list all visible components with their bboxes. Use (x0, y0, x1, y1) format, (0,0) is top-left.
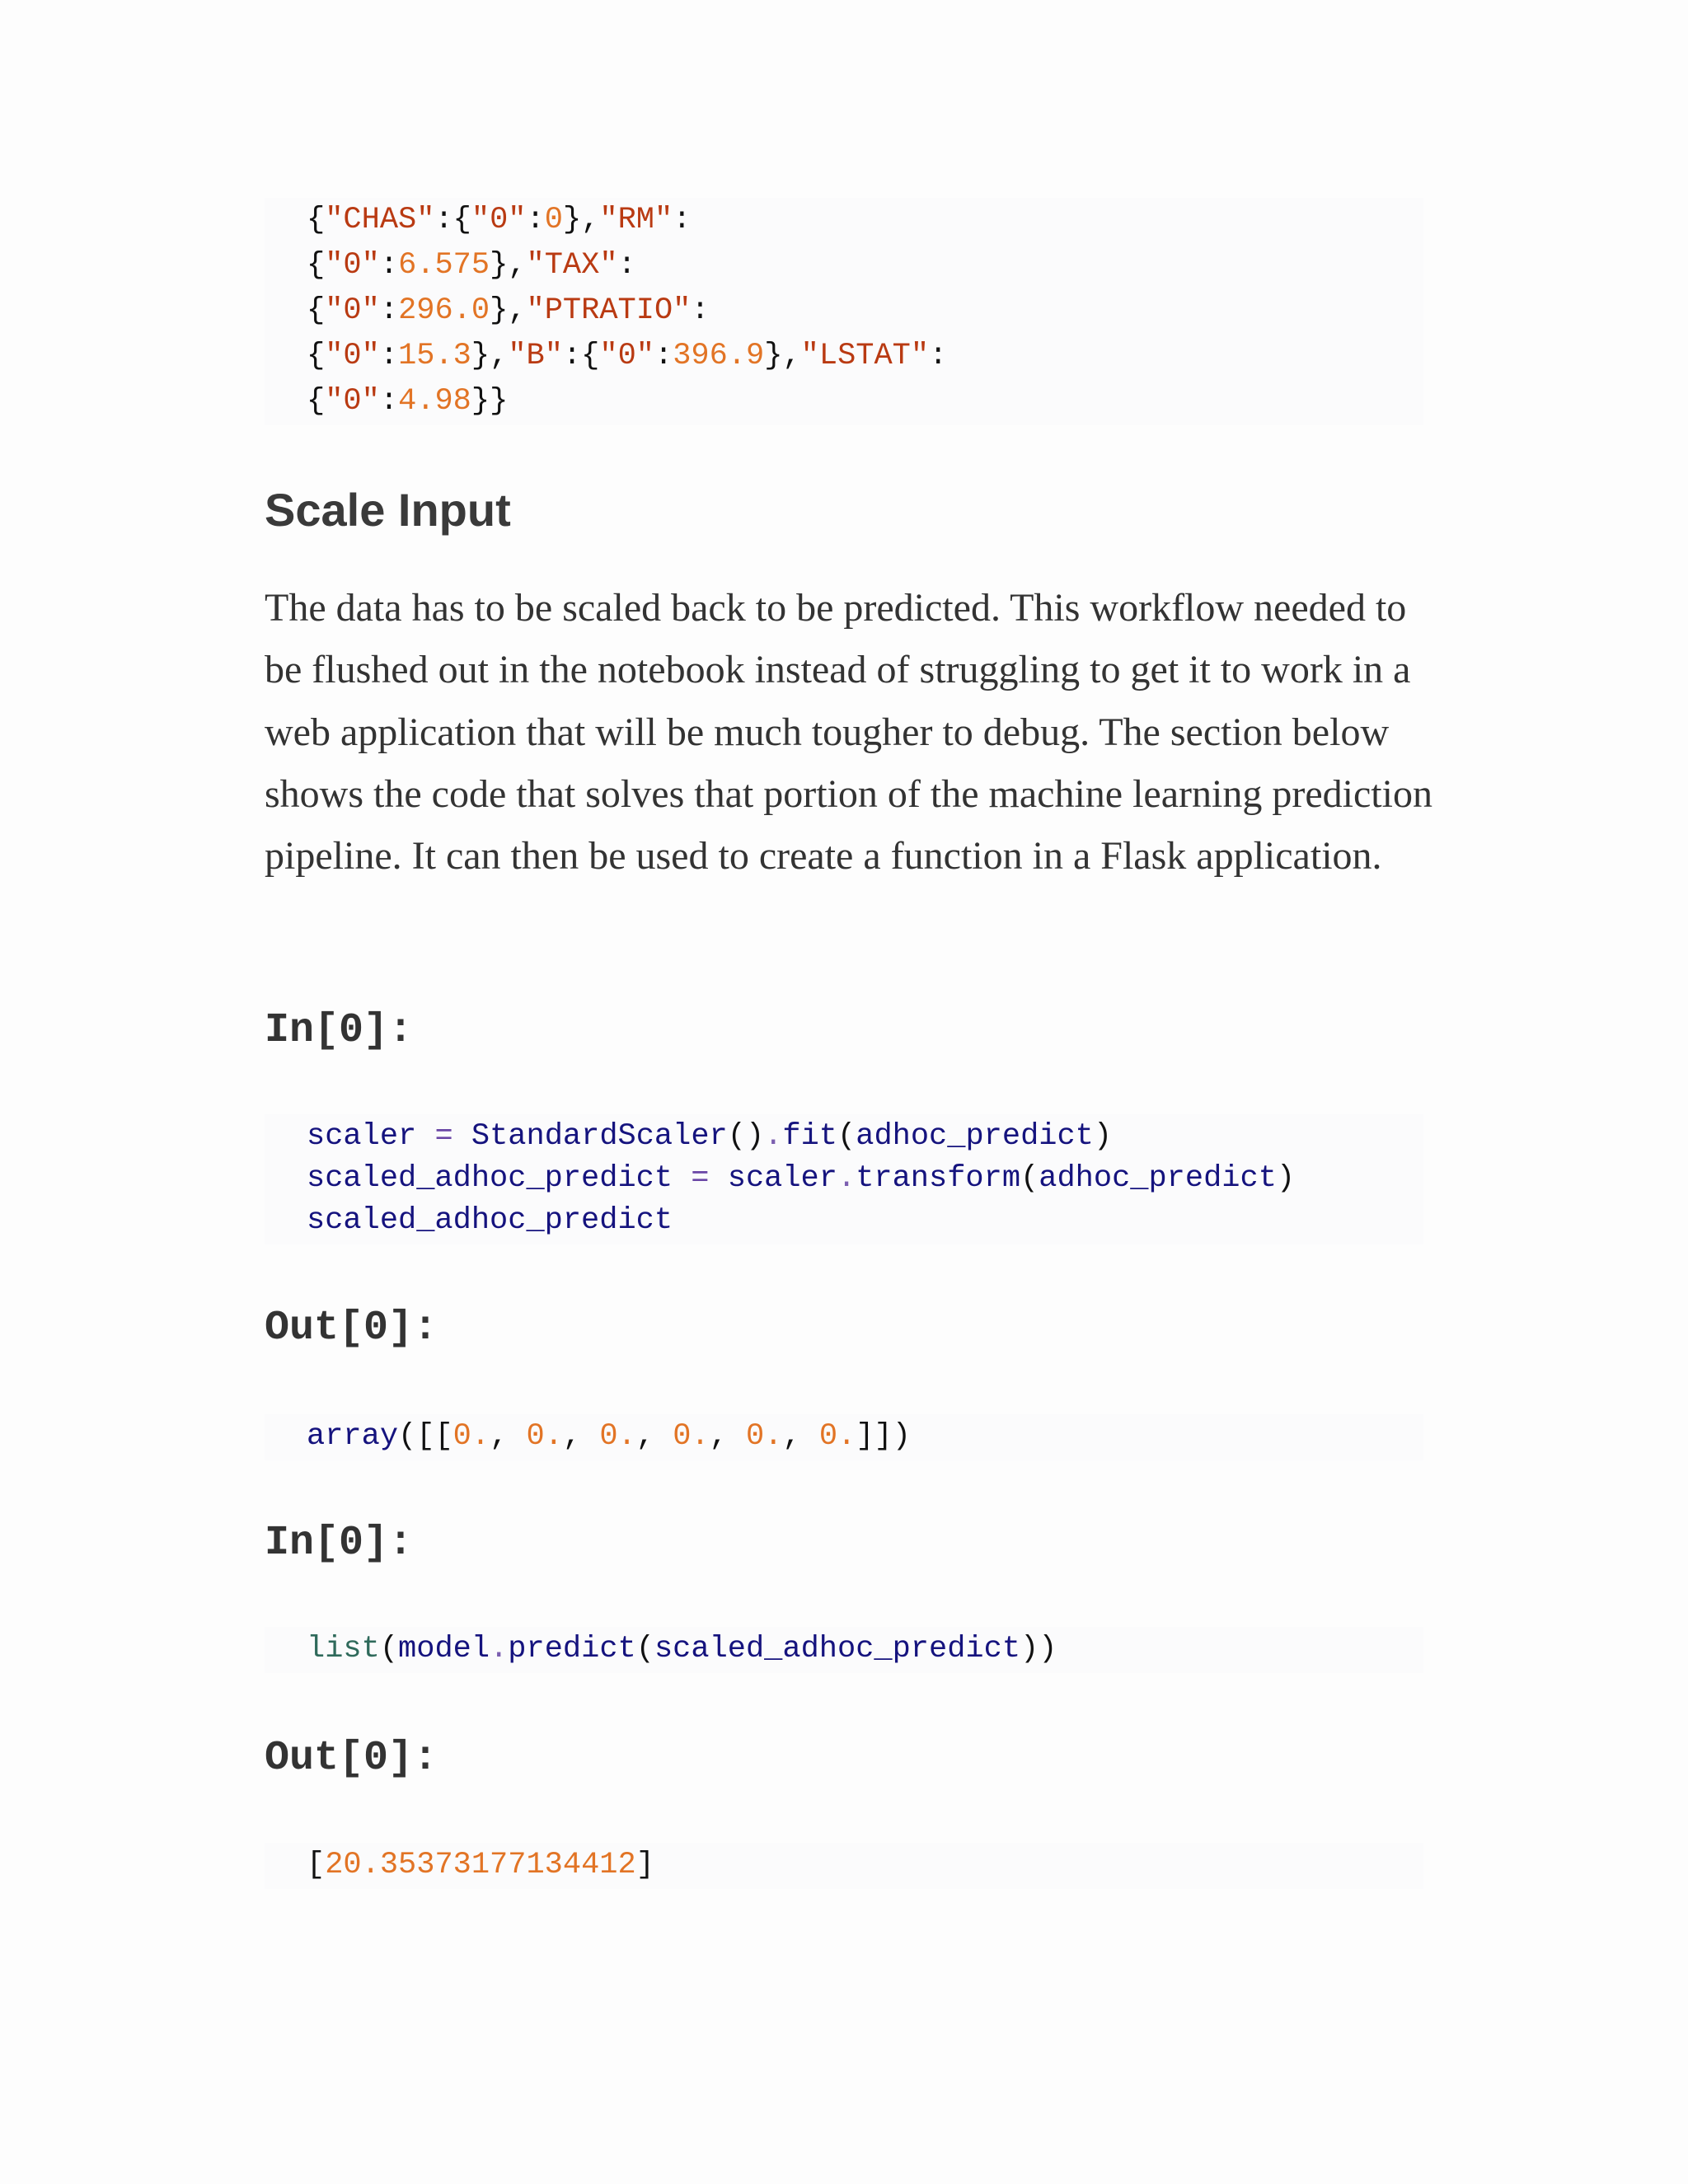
code-token: "0" (325, 293, 380, 328)
code-token: }, (471, 339, 509, 373)
code-token: "0" (325, 384, 380, 419)
code-token: "RM" (599, 203, 673, 237)
code-token: : (379, 384, 399, 419)
code-token (416, 1119, 434, 1154)
code-token: "TAX" (526, 248, 618, 283)
code-line (307, 1116, 1423, 1158)
code-token: }, (764, 339, 801, 373)
code-token: ([[ (398, 1419, 453, 1454)
code-token: scaler (307, 1119, 417, 1154)
code-token: predict (508, 1632, 636, 1666)
output-prompt-2: Out[0]: (265, 1735, 438, 1782)
code-token: array (307, 1419, 399, 1454)
input-prompt-2: In[0]: (265, 1520, 414, 1567)
code-token: scaled_adhoc_predict (654, 1632, 1021, 1666)
code-token: 6.575 (398, 248, 490, 283)
input-cell-1[interactable] (265, 1114, 1423, 1244)
code-token: scaled_adhoc_predict (307, 1203, 673, 1238)
code-token: 0. (673, 1419, 710, 1454)
code-token: "0" (599, 339, 654, 373)
code-token: ) (1276, 1161, 1296, 1196)
code-token: 0. (526, 1419, 563, 1454)
code-token: : (654, 339, 673, 373)
code-token: : (526, 203, 545, 237)
code-token: , (709, 1419, 747, 1454)
code-token: transform (856, 1161, 1021, 1196)
code-token: model (398, 1632, 490, 1666)
code-token: { (307, 203, 326, 237)
code-token: "PTRATIO" (526, 293, 692, 328)
output-prompt-1: Out[0]: (265, 1305, 438, 1352)
code-token: scaled_adhoc_predict (307, 1161, 673, 1196)
code-token: : (379, 339, 399, 373)
code-token: 0. (599, 1419, 636, 1454)
code-token: = (434, 1119, 453, 1154)
code-token: adhoc_predict (1039, 1161, 1277, 1196)
code-token: ( (1020, 1161, 1039, 1196)
code-token: [ (307, 1848, 326, 1882)
code-token: , (782, 1419, 819, 1454)
code-token: }} (471, 384, 509, 419)
code-token: )) (1020, 1632, 1057, 1666)
code-token: }, (562, 203, 600, 237)
code-token: 0. (746, 1419, 783, 1454)
code-token: "0" (325, 339, 380, 373)
input-prompt-1: In[0]: (265, 1007, 414, 1054)
code-token: 396.9 (673, 339, 765, 373)
code-line (307, 379, 1423, 424)
code-token: : (691, 293, 710, 328)
code-line (307, 334, 1423, 379)
code-token: : (379, 293, 399, 328)
code-token: : (379, 248, 399, 283)
code-token: adhoc_predict (856, 1119, 1094, 1154)
code-token: { (307, 248, 326, 283)
json-output-block (265, 198, 1423, 425)
code-token: list (307, 1632, 380, 1666)
code-token: "CHAS" (325, 203, 435, 237)
code-token: 296.0 (398, 293, 490, 328)
code-token: 0. (452, 1419, 490, 1454)
code-token: scaler (727, 1161, 837, 1196)
code-token: . (764, 1119, 783, 1154)
code-token: , (490, 1419, 527, 1454)
code-line (307, 198, 1423, 243)
output-cell-2 (265, 1843, 1423, 1889)
code-token: "B" (508, 339, 563, 373)
code-token (710, 1161, 728, 1196)
code-token (673, 1161, 691, 1196)
code-token: ( (837, 1119, 856, 1154)
section-title: Scale Input (265, 484, 511, 536)
code-line (307, 1843, 1423, 1888)
code-token: "LSTAT" (800, 339, 930, 373)
code-token: 0. (818, 1419, 856, 1454)
section-paragraph: The data has to be scaled back to be predicted. This workflow needed to be flushed out in the notebook instead of struggling to get it to work in a web application that will be much tougher to debug. The section below shows the code that solves that portion of the machine learning prediction pipeline. It can then be used to create a function in a Flask application. (265, 586, 1432, 879)
code-token: StandardScaler (471, 1119, 728, 1154)
code-token: { (307, 339, 326, 373)
code-token: { (307, 384, 326, 419)
code-token: : (617, 248, 636, 283)
code-line (307, 1158, 1423, 1200)
code-token: ] (635, 1848, 654, 1882)
code-token: : (929, 339, 948, 373)
code-token: }, (490, 248, 527, 283)
code-token: 4.98 (398, 384, 471, 419)
code-token: }, (490, 293, 527, 328)
code-line (307, 1627, 1423, 1672)
code-token: ) (1093, 1119, 1113, 1154)
output-cell-1 (265, 1414, 1423, 1460)
code-token: , (635, 1419, 673, 1454)
code-token: . (837, 1161, 856, 1196)
code-token: 20.35373177134412 (325, 1848, 636, 1882)
code-token: { (307, 293, 326, 328)
code-token: :{ (562, 339, 600, 373)
code-token: ]]) (856, 1419, 911, 1454)
code-token: "0" (325, 248, 380, 283)
code-token: ( (635, 1632, 654, 1666)
code-token: : (673, 203, 692, 237)
code-token: 0 (544, 203, 563, 237)
code-token: , (562, 1419, 600, 1454)
code-line (307, 1414, 1423, 1460)
code-token: () (727, 1119, 765, 1154)
code-token (453, 1119, 471, 1154)
code-token: :{ (434, 203, 471, 237)
code-line (307, 288, 1423, 334)
code-line (307, 1200, 1423, 1242)
code-token: = (691, 1161, 710, 1196)
code-token: . (490, 1632, 509, 1666)
code-token: 15.3 (398, 339, 471, 373)
code-token: ( (379, 1632, 399, 1666)
code-line (307, 243, 1423, 288)
input-cell-2[interactable] (265, 1627, 1423, 1673)
code-token: fit (782, 1119, 838, 1154)
code-token: "0" (471, 203, 527, 237)
